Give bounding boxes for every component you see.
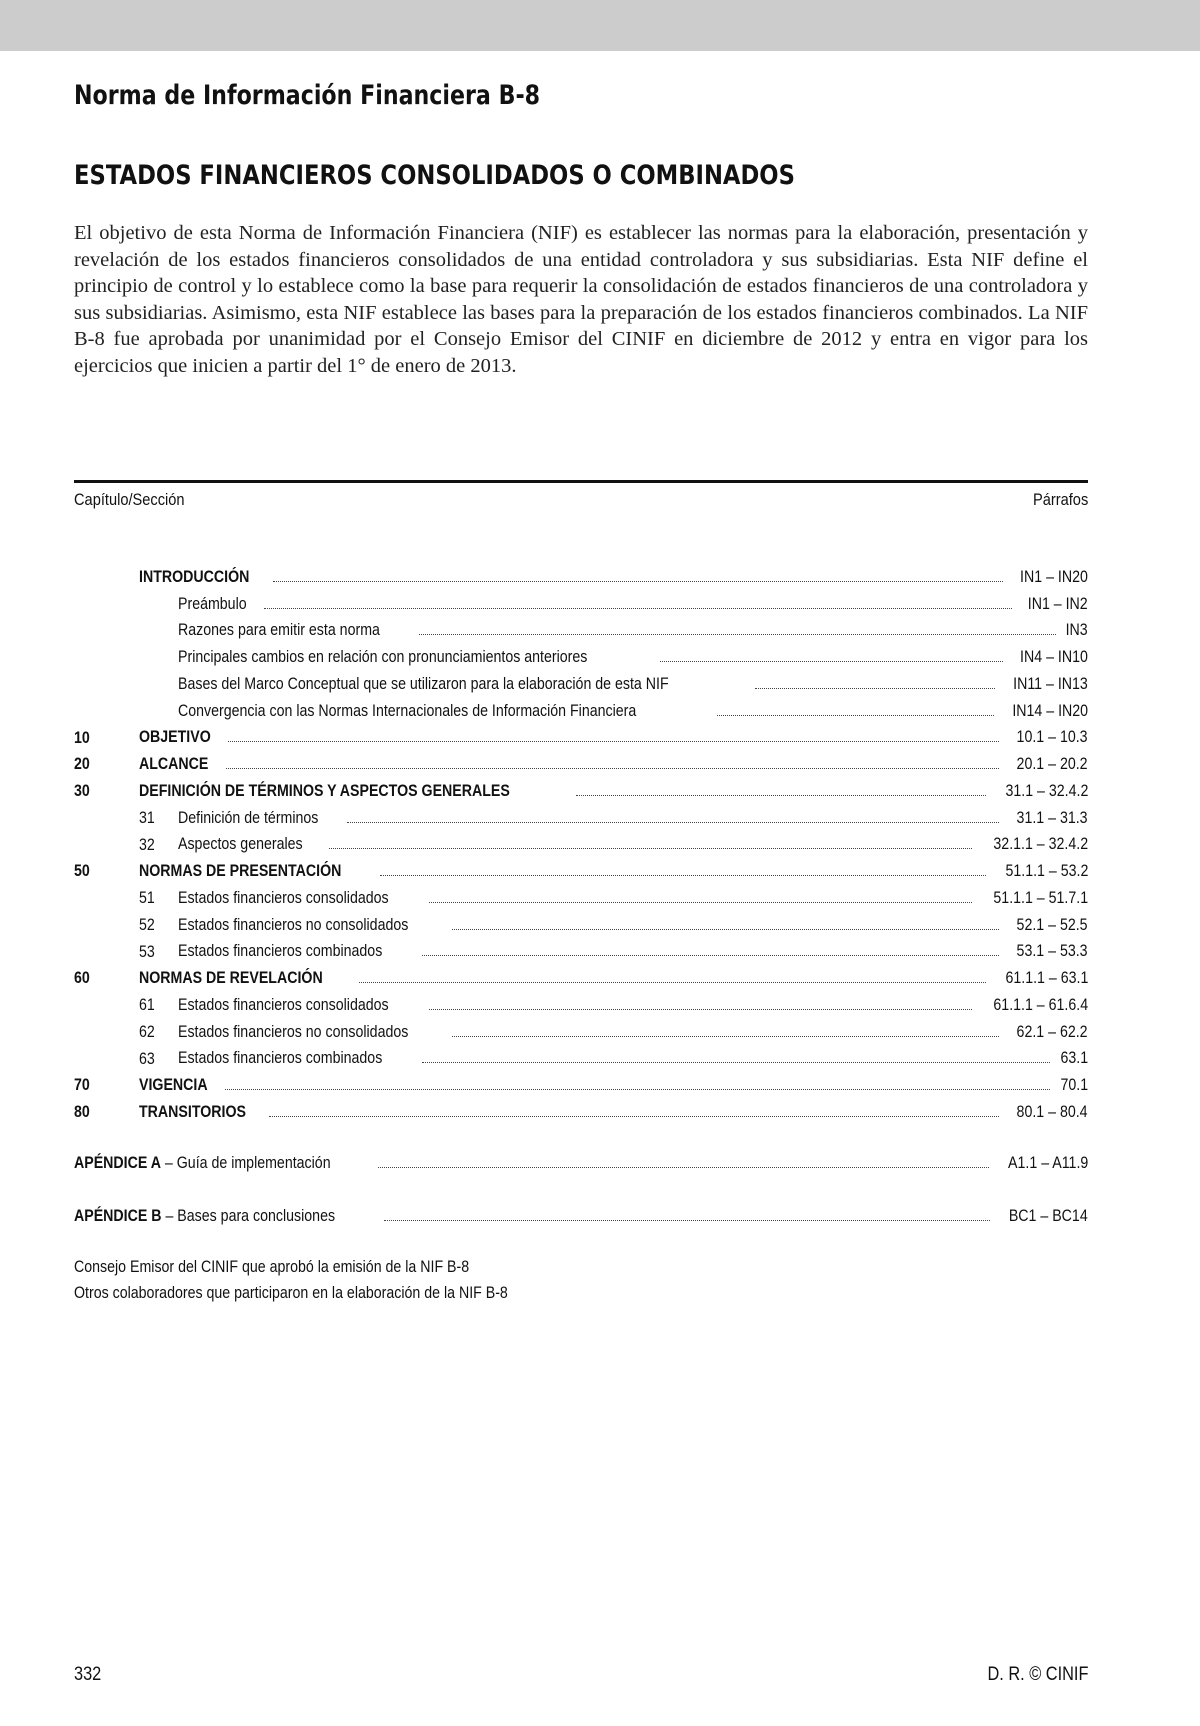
toc-entry-label: Estados financieros consolidados: [178, 995, 389, 1014]
dot-leader: [225, 1089, 1050, 1090]
toc-row: [74, 805, 1088, 832]
toc-row: [74, 725, 1088, 752]
toc-entry-label: Definición de términos: [178, 808, 319, 827]
toc-row: [74, 939, 1088, 966]
toc-section-number: 51: [139, 889, 155, 907]
toc-paragraph-range: 32.1.1 – 32.4.2: [993, 835, 1088, 854]
dot-leader: [384, 1220, 991, 1221]
document-title: Norma de Información Financiera B-8: [74, 80, 541, 111]
toc-row: [74, 1099, 1088, 1126]
dot-leader: [273, 581, 1003, 582]
toc-paragraph-range: IN3: [1065, 621, 1088, 640]
dot-leader: [378, 1167, 988, 1168]
toc-section-number: 63: [139, 1049, 155, 1068]
toc-paragraph-range: 31.1 – 32.4.2: [1005, 781, 1088, 800]
toc-header-paragraphs: Párrafos: [1032, 490, 1088, 509]
dot-leader: [419, 634, 1057, 635]
toc-section-number: 62: [139, 1022, 155, 1041]
top-gray-bar: [0, 0, 1200, 51]
toc-row: [74, 751, 1088, 778]
toc-paragraph-range: 10.1 – 10.3: [1016, 728, 1088, 747]
toc-entry-label: Estados financieros no consolidados: [178, 915, 409, 934]
dot-leader: [755, 688, 996, 689]
dot-leader: [264, 608, 1013, 609]
toc-row: [74, 832, 1088, 859]
toc-chapter-number: 20: [74, 755, 90, 774]
toc-row: [74, 618, 1088, 645]
toc-paragraph-range: IN14 – IN20: [1012, 701, 1088, 720]
toc-chapter-number: 10: [74, 728, 90, 747]
dot-leader: [576, 795, 985, 796]
toc-paragraph-range: IN1 – IN2: [1028, 594, 1088, 613]
toc-chapter-number: 30: [74, 782, 90, 800]
toc-entry-label: Estados financieros no consolidados: [178, 1022, 409, 1041]
toc-row: [74, 671, 1088, 698]
dot-leader: [228, 741, 999, 742]
toc-row: [74, 698, 1088, 725]
toc-entry-label: TRANSITORIOS: [139, 1102, 246, 1121]
toc-entry-label: Estados financieros combinados: [178, 1049, 383, 1068]
toc-row: [74, 965, 1088, 992]
toc-chapter-number: 80: [74, 1103, 90, 1121]
appendix-a-title: – Guía de implementación: [160, 1153, 331, 1172]
dot-leader: [269, 1116, 999, 1117]
toc-entry-label: DEFINICIÓN DE TÉRMINOS Y ASPECTOS GENERALES: [139, 781, 510, 800]
toc-entry-label: Convergencia con las Normas Internacionales de Información Financiera: [178, 701, 637, 720]
dot-leader: [347, 822, 999, 823]
toc-entry-label: Aspectos generales: [178, 835, 303, 854]
dot-leader: [452, 1036, 1000, 1037]
dot-leader: [226, 768, 1000, 769]
toc-entry-label: NORMAS DE REVELACIÓN: [139, 969, 323, 988]
toc-row: [74, 885, 1088, 912]
toc-entry-label: ALCANCE: [139, 755, 209, 774]
toc-row: [74, 912, 1088, 939]
table-of-contents-rule: [74, 480, 1088, 483]
toc-row: [74, 1019, 1088, 1046]
toc-row: [74, 1046, 1088, 1073]
toc-entry-label: Estados financieros combinados: [178, 942, 383, 961]
toc-paragraph-range: IN1 – IN20: [1020, 567, 1088, 586]
toc-paragraph-range: 53.1 – 53.3: [1016, 942, 1088, 961]
contributors-item: Otros colaboradores que participaron en la elaboración de la NIF B-8: [74, 1284, 508, 1302]
toc-section-number: 52: [139, 915, 155, 934]
appendix-b-label: APÉNDICE B: [74, 1206, 162, 1225]
dot-leader: [380, 875, 985, 876]
toc-row: [74, 858, 1088, 885]
toc-paragraph-range: 61.1.1 – 63.1: [1005, 969, 1088, 988]
dot-leader: [422, 955, 1000, 956]
toc-paragraph-range: 61.1.1 – 61.6.4: [993, 995, 1088, 1014]
toc-section-number: 53: [139, 942, 155, 961]
toc-paragraph-range: 20.1 – 20.2: [1016, 755, 1088, 774]
document-subtitle: ESTADOS FINANCIEROS CONSOLIDADOS O COMBINADOS: [74, 160, 795, 191]
toc-paragraph-range: IN4 – IN10: [1020, 648, 1088, 667]
appendix-b-entry: [74, 1203, 1088, 1229]
toc-entry-label: Razones para emitir esta norma: [178, 621, 380, 640]
toc-row: [74, 644, 1088, 671]
page-number: 332: [74, 1664, 102, 1685]
dot-leader: [422, 1062, 1050, 1063]
toc-paragraph-range: 70.1: [1060, 1076, 1088, 1095]
dot-leader: [717, 715, 994, 716]
contributors-list: [74, 1254, 578, 1306]
dot-leader: [429, 902, 972, 903]
toc-entry-label: Estados financieros consolidados: [178, 888, 389, 907]
toc-row: [74, 1072, 1088, 1099]
toc-paragraph-range: IN11 – IN13: [1013, 674, 1088, 693]
toc-paragraph-range: 51.1.1 – 53.2: [1005, 862, 1088, 881]
toc-paragraph-range: 52.1 – 52.5: [1016, 915, 1088, 934]
toc-chapter-number: 60: [74, 969, 90, 988]
toc-entry-label: NORMAS DE PRESENTACIÓN: [139, 862, 342, 881]
dot-leader: [660, 661, 1003, 662]
toc-paragraph-range: 31.1 – 31.3: [1016, 808, 1088, 827]
intro-paragraph: El objetivo de esta Norma de Información Financiera (NIF) es establecer las normas para la elaboración, presentación y revelación de los estados financieros consolidados de una entidad controladora y sus subsidiarias. Esta NIF define el principio de control y lo establece como la base para requerir la consolidación de estados financieros de una controladora y sus subsidiarias. Asimismo, esta NIF establece las bases para la preparación de los estados financieros combinados. La NIF B-8 fue aprobada por unanimidad por el Consejo Emisor del CINIF en diciembre de 2012 y entra en vigor para los ejercicios que inicien a partir del 1° de enero de 2013.: [74, 222, 1088, 377]
toc-section-number: 32: [139, 835, 155, 854]
toc-entry-label: Bases del Marco Conceptual que se utilizaron para la elaboración de esta NIF: [178, 674, 669, 693]
contributors-item: Consejo Emisor del CINIF que aprobó la emisión de la NIF B-8: [74, 1258, 470, 1276]
toc-row: [74, 564, 1088, 591]
dot-leader: [359, 982, 986, 983]
toc-entry-label: INTRODUCCIÓN: [139, 567, 250, 586]
toc-section-number: 31: [139, 808, 155, 827]
toc-paragraph-range: 63.1: [1060, 1049, 1088, 1068]
toc-row: [74, 778, 1088, 805]
toc-section-number: 61: [139, 996, 155, 1014]
toc-chapter-number: 50: [74, 862, 90, 881]
toc-row: [74, 591, 1088, 618]
toc-entry-label: Preámbulo: [178, 594, 247, 613]
toc-paragraph-range: 62.1 – 62.2: [1016, 1022, 1088, 1041]
toc-row: [74, 992, 1088, 1019]
toc-entry-label: Principales cambios en relación con pronunciamientos anteriores: [178, 648, 588, 667]
appendix-b-title: – Bases para conclusiones: [161, 1206, 336, 1225]
appendix-a-label: APÉNDICE A: [74, 1153, 161, 1172]
dot-leader: [329, 848, 972, 849]
toc-paragraph-range: 51.1.1 – 51.7.1: [993, 888, 1088, 907]
appendix-a-entry: [74, 1150, 1088, 1176]
toc-chapter-number: 70: [74, 1076, 90, 1095]
dot-leader: [429, 1009, 972, 1010]
copyright-notice: D. R. © CINIF: [986, 1664, 1088, 1685]
dot-leader: [452, 929, 1000, 930]
toc-entry-label: OBJETIVO: [139, 728, 211, 747]
toc-entry-label: VIGENCIA: [139, 1076, 208, 1095]
toc-header-chapter: Capítulo/Sección: [74, 490, 185, 509]
table-of-contents: [74, 564, 1088, 1126]
toc-paragraph-range: 80.1 – 80.4: [1016, 1102, 1088, 1121]
appendix-b-range: BC1 – BC14: [1009, 1206, 1088, 1225]
appendix-a-range: A1.1 – A11.9: [1007, 1153, 1088, 1172]
